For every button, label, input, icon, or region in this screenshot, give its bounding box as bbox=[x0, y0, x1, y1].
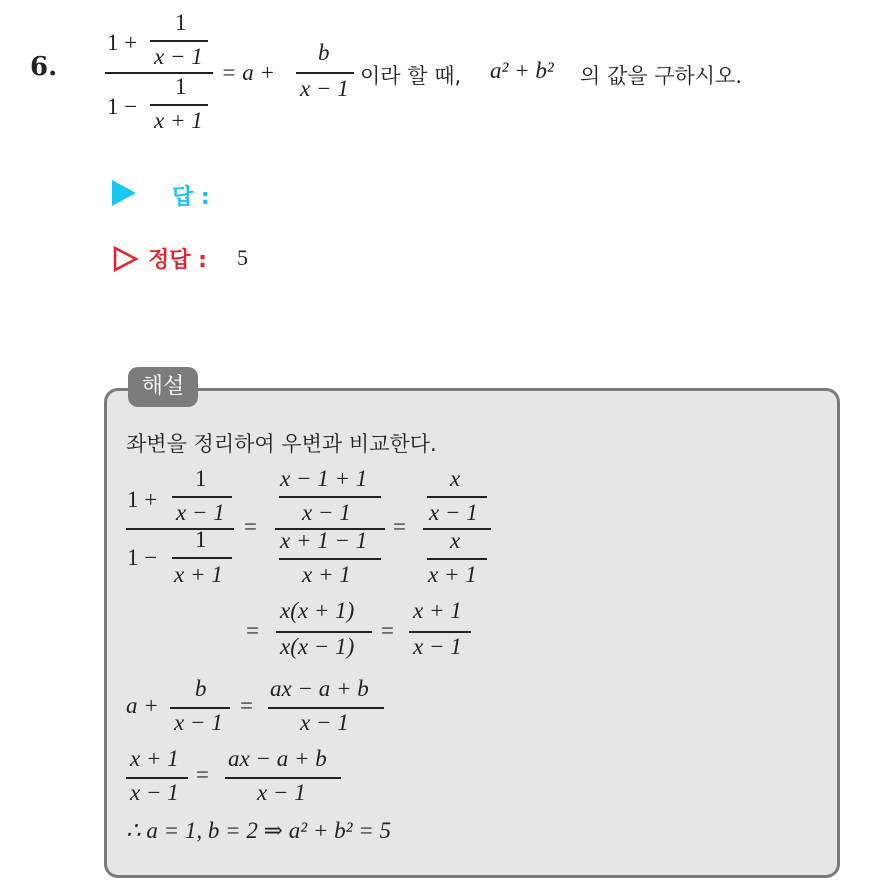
l2-num: x(x + 1) bbox=[280, 598, 355, 623]
solution-badge: 해설 bbox=[128, 367, 198, 407]
rhs-den: x − 1 bbox=[300, 76, 349, 101]
l5-conclusion: ∴ a = 1, b = 2 ⇒ a² + b² = 5 bbox=[126, 818, 392, 843]
l2-line2 bbox=[409, 631, 471, 633]
lhs-top-den: x − 1 bbox=[154, 44, 203, 69]
l3-eq: = bbox=[240, 693, 253, 718]
outline-arrow-icon bbox=[112, 245, 140, 273]
l1-bot-num: 1 bbox=[195, 527, 207, 552]
lhs-top-one: 1 + bbox=[107, 30, 138, 55]
l3-num: b bbox=[195, 676, 207, 701]
l1-r-top-num: x bbox=[450, 466, 461, 491]
l1-m-bot-num: x + 1 − 1 bbox=[280, 528, 368, 553]
l1-eq1: = bbox=[244, 514, 257, 539]
tail-end: 의 값을 구하시오. bbox=[580, 64, 743, 88]
l1-r-top-den: x − 1 bbox=[429, 500, 478, 525]
l3-den: x − 1 bbox=[174, 710, 223, 735]
l2-num2: x + 1 bbox=[413, 598, 462, 623]
lhs-top-frac-line bbox=[150, 40, 208, 42]
problem-number: 6. bbox=[30, 52, 58, 82]
l3-a-plus: a + bbox=[126, 693, 159, 718]
l1-r-bot-num: x bbox=[450, 528, 461, 553]
l4-num: x + 1 bbox=[130, 746, 179, 771]
l2-den2: x − 1 bbox=[413, 634, 462, 659]
solution-intro: 좌변을 정리하여 우변과 비교한다. bbox=[126, 432, 437, 456]
tail-text: 이라 할 때, bbox=[360, 64, 462, 88]
l1-bot-frac-line bbox=[172, 557, 232, 559]
rhs-frac-line bbox=[296, 72, 354, 74]
l1-m-bot-den: x + 1 bbox=[302, 562, 351, 587]
correct-answer-label: 정답 : bbox=[148, 248, 207, 273]
l3-num2: ax − a + b bbox=[270, 676, 369, 701]
lhs-top-num: 1 bbox=[175, 10, 187, 35]
l2-line bbox=[276, 631, 372, 633]
l4-num2: ax − a + b bbox=[228, 746, 327, 771]
l4-eq: = bbox=[196, 762, 209, 787]
correct-answer-value: 5 bbox=[237, 245, 248, 270]
lhs-bot-frac-line bbox=[150, 104, 208, 106]
l1-bot-den: x + 1 bbox=[174, 562, 223, 587]
lhs-bot-num: 1 bbox=[175, 74, 187, 99]
l1-m-top-den: x − 1 bbox=[302, 500, 351, 525]
l1-r-top-line bbox=[427, 496, 487, 498]
play-arrow-icon bbox=[112, 180, 136, 206]
lhs-bot-one: 1 − bbox=[107, 94, 138, 119]
l4-line2 bbox=[225, 777, 341, 779]
solution-box bbox=[104, 388, 840, 878]
l1-bot-one: 1 − bbox=[127, 545, 158, 570]
l3-line2 bbox=[268, 707, 384, 709]
l1-top-one: 1 + bbox=[127, 487, 158, 512]
lhs-main-frac-line bbox=[105, 72, 213, 74]
l4-den2: x − 1 bbox=[257, 780, 306, 805]
l4-den: x − 1 bbox=[130, 780, 179, 805]
l1-r-bot-line bbox=[427, 558, 487, 560]
l4-line bbox=[126, 777, 188, 779]
l1-top-frac-line bbox=[172, 496, 232, 498]
l1-r-bot-den: x + 1 bbox=[428, 562, 477, 587]
eq-a: = a + bbox=[221, 60, 276, 85]
sq-expr: a² + b² bbox=[490, 58, 554, 83]
lhs-bot-den: x + 1 bbox=[154, 108, 203, 133]
l1-m-bot-line bbox=[279, 558, 381, 560]
l3-den2: x − 1 bbox=[300, 710, 349, 735]
l1-top-num: 1 bbox=[195, 466, 207, 491]
l1-m-top-num: x − 1 + 1 bbox=[280, 466, 368, 491]
l1-top-den: x − 1 bbox=[176, 500, 225, 525]
l2-eq2: = bbox=[381, 618, 394, 643]
l3-line bbox=[170, 707, 230, 709]
answer-label: 답 : bbox=[172, 185, 210, 210]
l2-den: x(x − 1) bbox=[280, 634, 355, 659]
rhs-num: b bbox=[318, 40, 330, 65]
l1-main-frac-line bbox=[126, 528, 234, 530]
l1-m-top-line bbox=[279, 496, 381, 498]
l2-eq1: = bbox=[246, 618, 259, 643]
l1-eq2: = bbox=[393, 514, 406, 539]
